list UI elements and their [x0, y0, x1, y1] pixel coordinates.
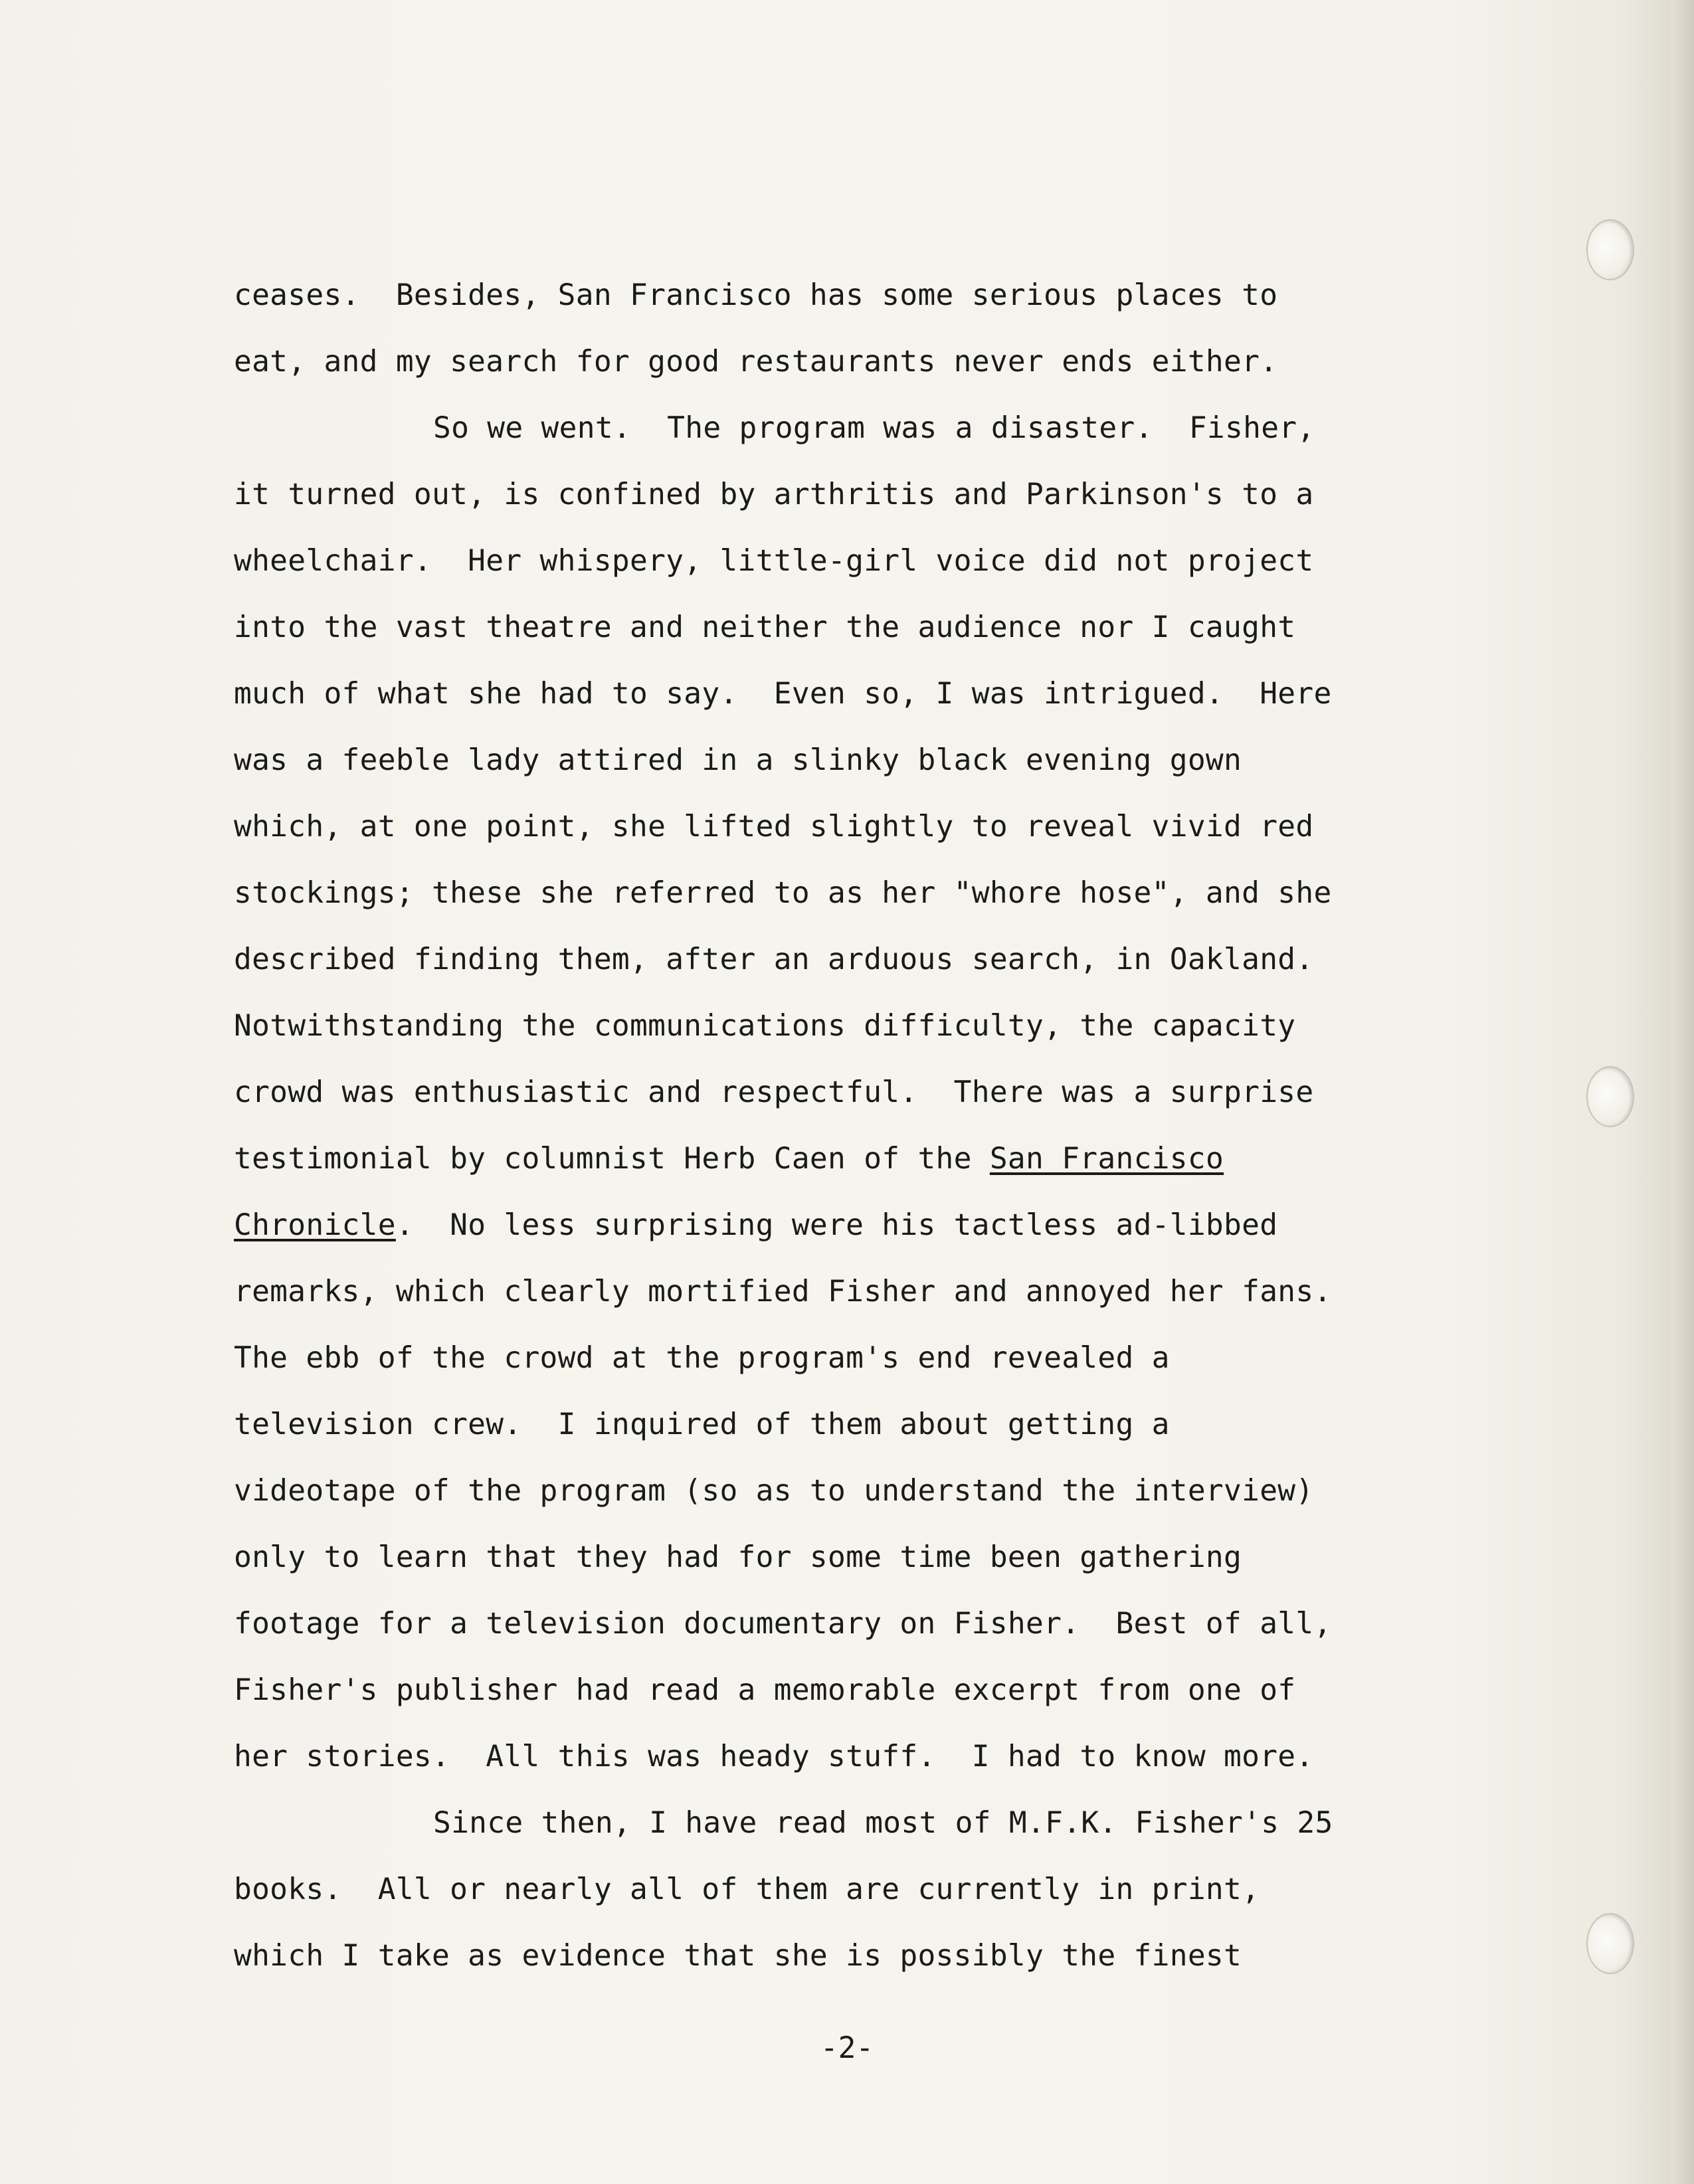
text-line: which I take as evidence that she is possibly the finest	[234, 1939, 1242, 1973]
text-line: footage for a television documentary on Fisher. Best of all,	[234, 1607, 1332, 1641]
binder-hole-top	[1586, 219, 1634, 280]
text-line: much of what she had to say. Even so, I was intrigued. Here	[234, 677, 1332, 711]
paragraph-start-line: So we went. The program was a disaster. Fisher,	[433, 411, 1315, 445]
text-line: only to learn that they had for some time been gathering	[234, 1540, 1242, 1574]
text-line: videotape of the program (so as to understand the interview)	[234, 1474, 1314, 1508]
page-number: -2-	[820, 2031, 874, 2065]
text-line	[234, 1126, 1536, 1192]
text-line: Fisher's publisher had read a memorable excerpt from one of	[234, 1673, 1296, 1707]
paper-edge	[1671, 0, 1694, 2184]
text-line: which, at one point, she lifted slightly to reveal vivid red	[234, 810, 1314, 844]
text-line: television crew. I inquired of them about getting a	[234, 1408, 1170, 1441]
binder-hole-middle	[1586, 1066, 1634, 1127]
text-line: ceases. Besides, San Francisco has some serious places to	[234, 278, 1278, 312]
text-line: The ebb of the crowd at the program's end revealed a	[234, 1341, 1170, 1375]
text-line: was a feeble lady attired in a slinky black evening gown	[234, 743, 1242, 777]
paragraph-start-line: Since then, I have read most of M.F.K. Fisher's 25	[433, 1806, 1333, 1840]
newspaper-title-underlined: San Francisco	[989, 1142, 1224, 1176]
text-line: into the vast theatre and neither the audience nor I caught	[234, 610, 1296, 644]
text-line: her stories. All this was heady stuff. I had to know more.	[234, 1740, 1314, 1774]
text-line: crowd was enthusiastic and respectful. There was a surprise	[234, 1075, 1314, 1109]
newspaper-title-underlined: Chronicle	[234, 1208, 396, 1242]
text-segment: . No less surprising were his tactless ad-libbed	[395, 1208, 1278, 1242]
text-line: remarks, which clearly mortified Fisher and annoyed her fans.	[234, 1275, 1332, 1309]
text-line: wheelchair. Her whispery, little-girl voice did not project	[234, 544, 1314, 578]
text-line	[234, 1192, 1536, 1259]
text-line: described finding them, after an arduous search, in Oakland.	[234, 943, 1314, 976]
text-line: Notwithstanding the communications difficulty, the capacity	[234, 1009, 1296, 1043]
text-line: books. All or nearly all of them are currently in print,	[234, 1872, 1260, 1906]
text-line: it turned out, is confined by arthritis and Parkinson's to a	[234, 478, 1314, 511]
text-line: eat, and my search for good restaurants never ends either.	[234, 345, 1278, 379]
document-body	[234, 262, 1536, 1989]
binder-hole-bottom	[1586, 1913, 1634, 1974]
text-line: stockings; these she referred to as her "whore hose", and she	[234, 876, 1332, 910]
text-segment: testimonial by columnist Herb Caen of the	[234, 1142, 990, 1176]
